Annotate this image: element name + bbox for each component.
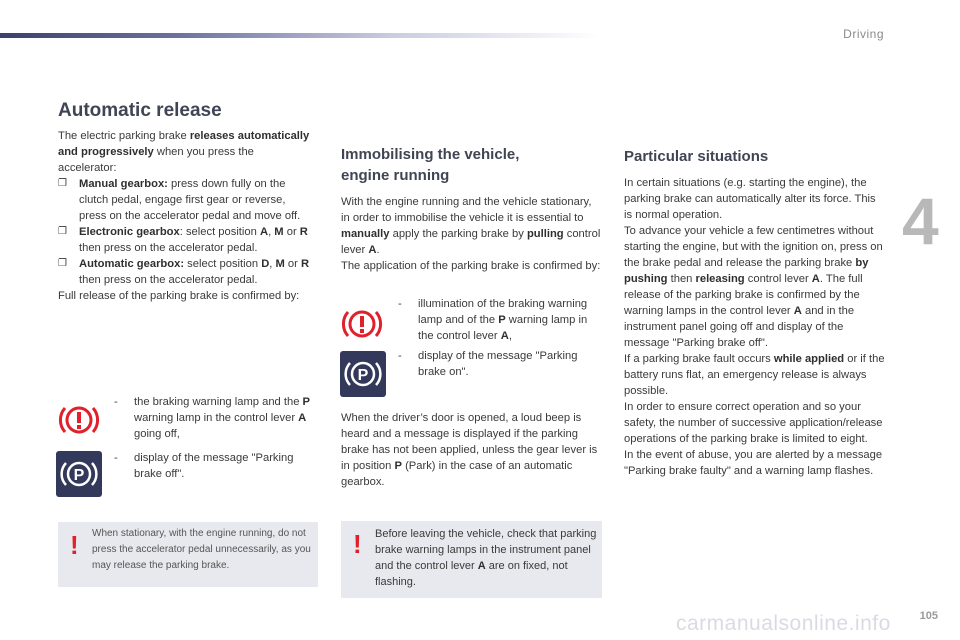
dash-marker: -: [114, 452, 118, 464]
particular-p5: In the event of abuse, you are alerted by a message "Parking brake faulty" and a warning lamp flashes.: [624, 449, 883, 477]
watermark: carmanualsonline.info: [676, 612, 891, 635]
door-warning-text: When the driver’s door is opened, a loud beep is heard and a message is displayed if the parking brake has not been applied, unless the gear lever is in position P (Park) in the case of an automatic gearbox.: [341, 412, 598, 488]
auto-release-intro: The electric parking brake releases automatically and progressively when you press the accelerator:: [58, 130, 310, 174]
particular-p2: To advance your vehicle a few centimetres without starting the engine, but with the ignition on, press on the brake pedal and release the parking brake by pushing then releasing control lever A. The full release of the parking brake is confirmed by the warning lamps in the control lever A and in the instrument panel going off and display of the message "Parking brake off".: [624, 225, 883, 349]
apply-confirm-item-1: - illumination of the braking warning lamp and of the P warning lamp in the control lever A,: [398, 298, 588, 342]
parking-lamp-icon: [56, 451, 102, 497]
checkbox-bullet-icon: ❐: [58, 258, 67, 269]
particular-p1: In certain situations (e.g. starting the engine), the parking brake can automatically alter its force. This is normal operation.: [624, 177, 876, 221]
dash-marker: -: [114, 396, 118, 408]
manual-gearbox-item: ❐ Manual gearbox: press down fully on the clutch pedal, engage first gear or reverse, press on the accelerator pedal and move off.: [58, 178, 301, 222]
parking-lamp-icon: [340, 351, 386, 397]
checkbox-bullet-icon: ❐: [58, 178, 67, 189]
svg-text:P: P: [357, 367, 369, 384]
particular-p4: In order to ensure correct operation and so your safety, the number of successive application/release operations of the parking brake is limited to eight.: [624, 401, 883, 445]
electronic-gearbox-item: ❐ Electronic gearbox: select position A, M or R then press on the accelerator pedal.: [58, 226, 308, 254]
dash-marker: -: [398, 298, 402, 310]
particular-column: [624, 146, 886, 479]
automatic-gearbox-item: ❐ Automatic gearbox: select position D, M or R then press on the accelerator pedal.: [58, 258, 310, 286]
immobilising-column: [341, 144, 603, 274]
warning-icon: !: [353, 529, 362, 559]
full-release-text: Full release of the parking brake is confirmed by:: [58, 290, 300, 302]
auto-release-note: ! When stationary, with the engine running, do not press the accelerator pedal unnecessarily, as you may release the parking brake.: [58, 522, 318, 587]
auto-release-title: Automatic release: [58, 100, 222, 121]
checkbox-bullet-icon: ❐: [58, 226, 67, 237]
immobilising-note: ! Before leaving the vehicle, check that parking brake warning lamps in the instrument panel and the control lever A are on fixed, not flashing.: [341, 521, 602, 598]
svg-text:P: P: [73, 467, 85, 484]
dash-marker: -: [398, 350, 402, 362]
release-confirm-item-2: - display of the message "Parking brake off".: [114, 452, 294, 480]
brake-warning-lamp-icon: [340, 302, 384, 346]
immobilising-title: Immobilising the vehicle, engine running: [341, 146, 520, 184]
apply-confirm-item-2: - display of the message "Parking brake on".: [398, 350, 578, 378]
auto-release-column: [58, 128, 310, 304]
immobilising-confirm-text: The application of the parking brake is confirmed by:: [341, 260, 601, 272]
page-number: 105: [919, 610, 938, 622]
particular-p3: If a parking brake fault occurs while applied or if the battery runs flat, an emergency release is always possible.: [624, 353, 885, 397]
release-confirm-item-1: - the braking warning lamp and the P warning lamp in the control lever A going off,: [114, 396, 311, 440]
warning-icon: !: [70, 530, 79, 560]
particular-title: Particular situations: [624, 148, 769, 165]
chapter-number: 4: [902, 184, 939, 258]
brake-warning-lamp-icon: [57, 398, 101, 442]
section-name: Driving: [843, 27, 884, 41]
header-rule: [0, 33, 600, 38]
immobilising-text: With the engine running and the vehicle stationary, in order to immobilise the vehicle it is essential to manually apply the parking brake by pulling control lever A.: [341, 196, 601, 256]
